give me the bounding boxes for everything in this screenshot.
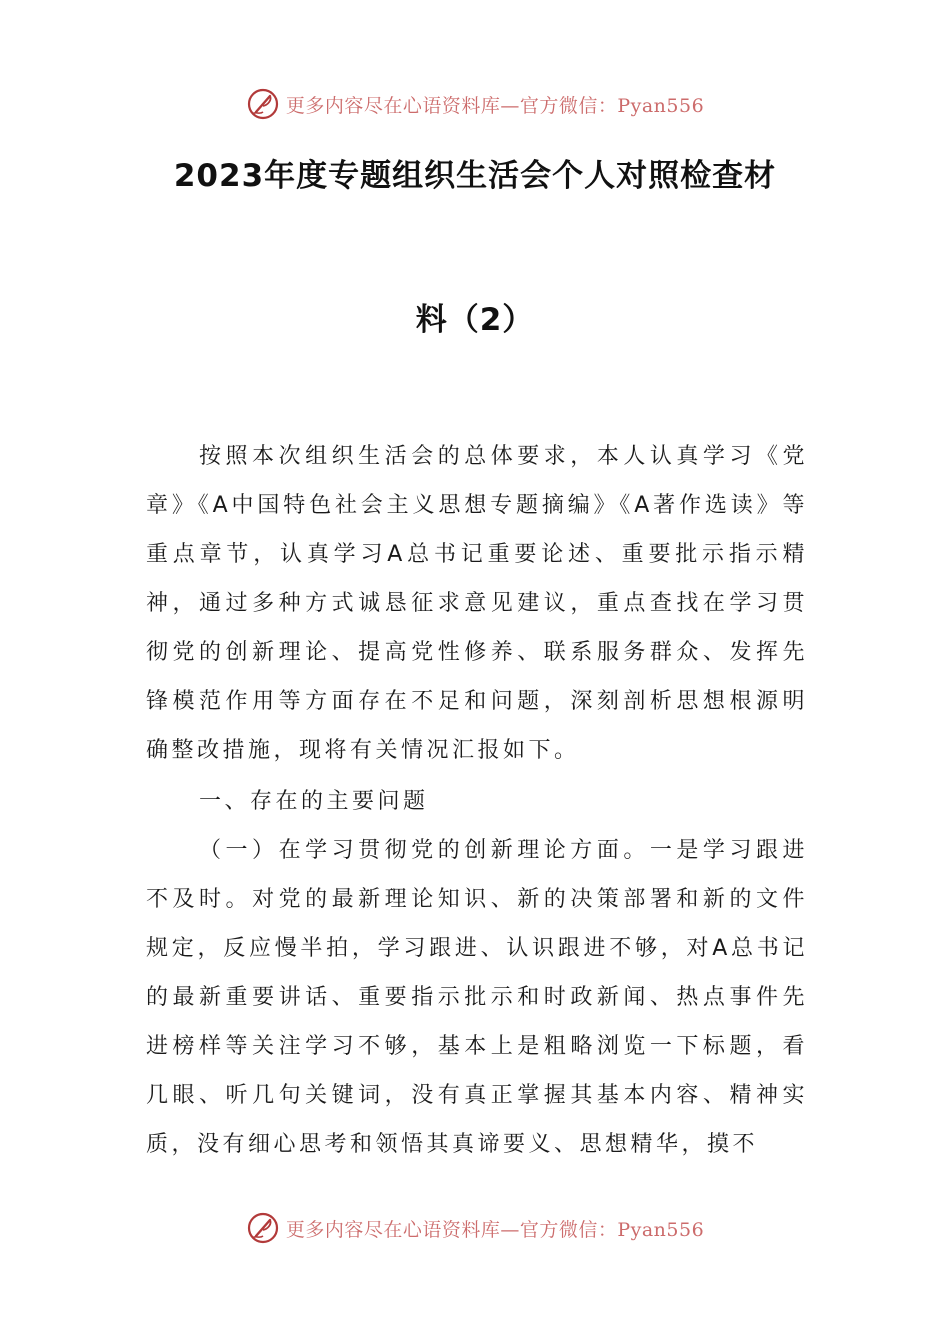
header-watermark	[0, 84, 950, 124]
document-title-line-1: 2023年度专题组织生活会个人对照检查材	[173, 158, 777, 194]
document-title-line-2: 料（2）	[415, 302, 535, 338]
intro-paragraph: 按照本次组织生活会的总体要求，本人认真学习《党章》《A中国特色社会主义思想专题摘编》《A著作选读》等重点章节，认真学习A总书记重要论述、重要批示指示精神，通过多种方式诚恳征求意见建议，重点查找在学习贯彻党的创新理论、提高党性修养、联系服务群众、发挥先锋模范作用等方面存在不足和问题，深刻剖析思想根源明确整改措施，现将有关情况汇报如下。	[146, 444, 808, 763]
footer-watermark	[0, 1208, 950, 1248]
quill-pen-logo-icon	[246, 87, 280, 121]
section-paragraph: （一）在学习贯彻党的创新理论方面。一是学习跟进不及时。对党的最新理论知识、新的决策部署和新的文件规定，反应慢半拍，学习跟进、认识跟进不够，对A总书记的最新重要讲话、重要指示批示和时政新闻、热点事件先进榜样等关注学习不够，基本上是粗略浏览一下标题，看几眼、听几句关键词，没有真正掌握其基本内容、精神实质，没有细心思考和领悟其真谛要义、思想精华，摸不	[146, 838, 808, 1157]
watermark-text: 更多内容尽在心语资料库—官方微信：Pyan556	[285, 1218, 705, 1241]
watermark-text: 更多内容尽在心语资料库—官方微信：Pyan556	[285, 94, 705, 117]
section-heading: 一、存在的主要问题	[199, 789, 429, 814]
quill-pen-logo-icon	[246, 1211, 280, 1245]
